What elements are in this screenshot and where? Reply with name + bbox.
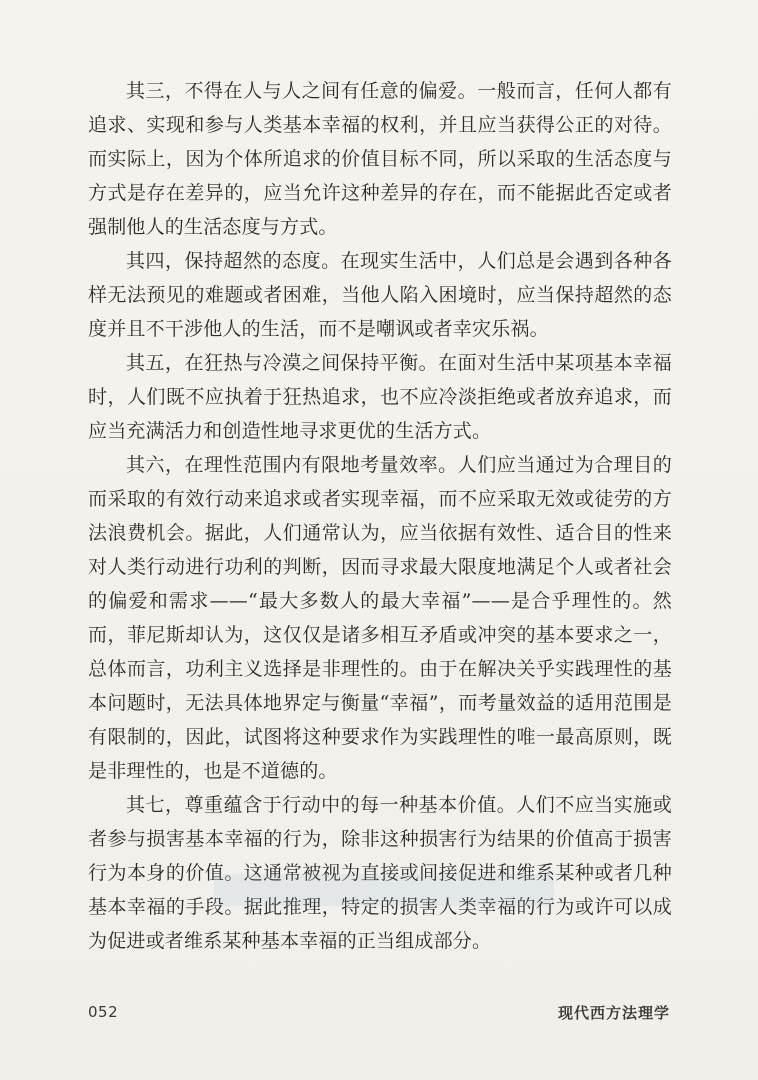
paragraph-7: 其七，尊重蕴含于行动中的每一种基本价值。人们不应当实施或者参与损害基本幸福的行为，除非这种损害行为结果的价值高于损害行为本身的价值。这通常被视为直接或间接促进和维系某种或者几种基本幸福的手段。据此推理，特定的损害人类幸福的行为或许可以成为促进或者维系某种基本幸福的正当组成部分。	[88, 794, 672, 952]
body-text	[88, 74, 672, 958]
paragraph-4: 其四，保持超然的态度。在现实生活中，人们总是会遇到各种各样无法预见的难题或者困难，当他人陷入困境时，应当保持超然的态度并且不干涉他人的生活，而不是嘲讽或者幸灾乐祸。	[88, 250, 672, 340]
paragraph-6: 其六，在理性范围内有限地考量效率。人们应当通过为合理目的而采取的有效行动来追求或者实现幸福，而不应采取无效或徒劳的方法浪费机会。据此，人们通常认为，应当依据有效性、适合目的性来对人类行动进行功利的判断，因而寻求最大限度地满足个人或者社会的偏爱和需求——“最大多数人的最大幸福”——是合乎理性的。然而，菲尼斯却认为，这仅仅是诸多相互矛盾或冲突的基本要求之一，总体而言，功利主义选择是非理性的。由于在解决关乎实践理性的基本问题时，无法具体地界定与衡量“幸福”，而考量效益的适用范围是有限制的，因此，试图将这种要求作为实践理性的唯一最高原则，既是非理性的，也是不道德的。	[88, 454, 672, 782]
page-footer	[88, 1000, 670, 1024]
running-title: 现代西方法理学	[557, 1003, 670, 1022]
paragraph-5: 其五，在狂热与冷漠之间保持平衡。在面对生活中某项基本幸福时，人们既不应执着于狂热追求，也不应冷淡拒绝或者放弃追求，而应当充满活力和创造性地寻求更优的生活方式。	[88, 352, 672, 442]
page-number: 052	[88, 1003, 119, 1021]
paragraph-3: 其三，不得在人与人之间有任意的偏爱。一般而言，任何人都有追求、实现和参与人类基本幸福的权利，并且应当获得公正的对待。而实际上，因为个体所追求的价值目标不同，所以采取的生活态度与方式是存在差异的，应当允许这种差异的存在，而不能据此否定或者强制他人的生活态度与方式。	[88, 80, 672, 238]
